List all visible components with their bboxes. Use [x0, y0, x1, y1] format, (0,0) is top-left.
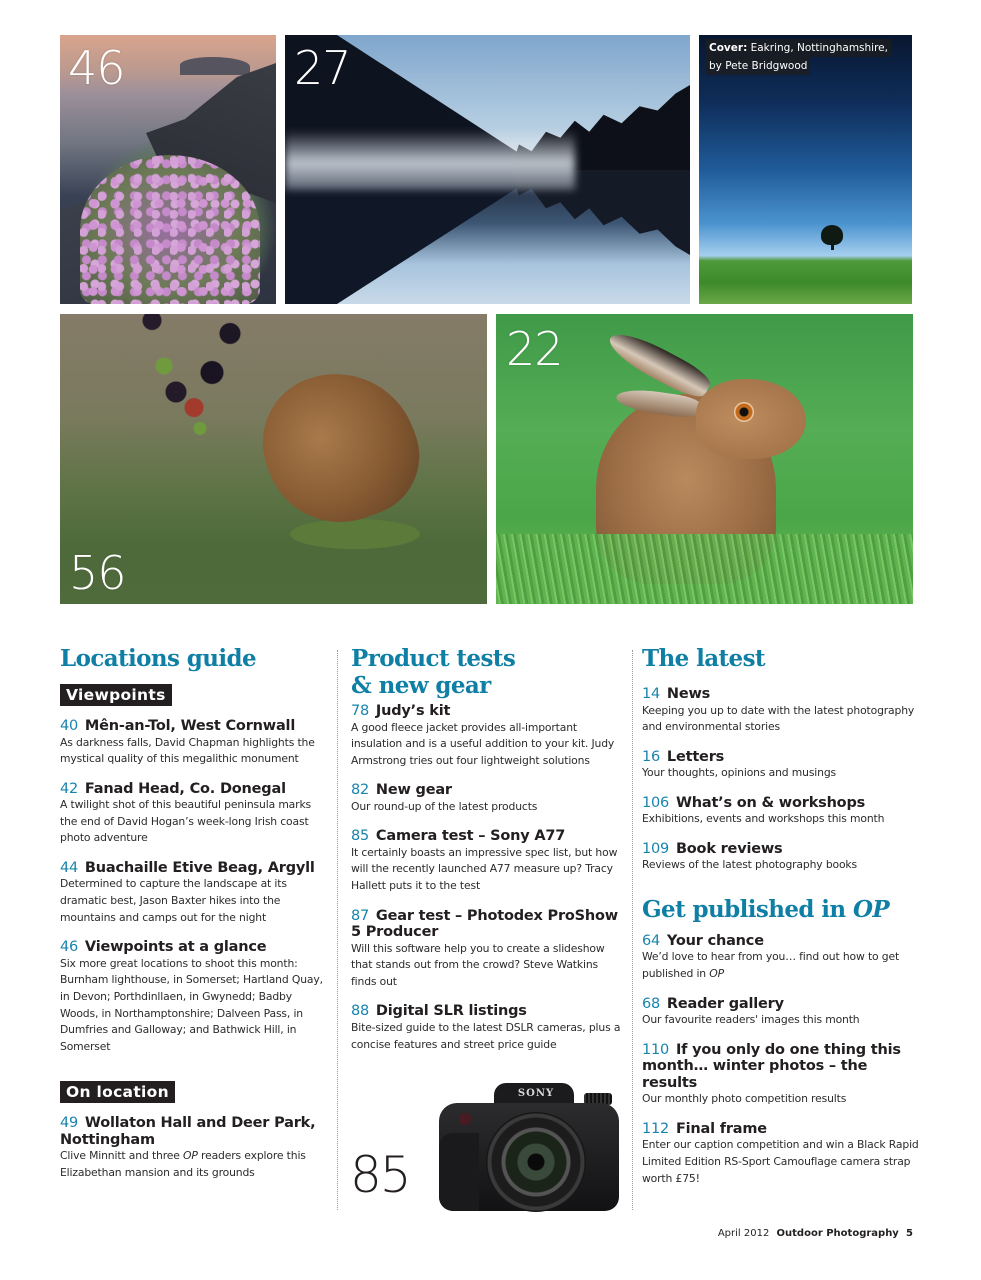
tag-on-location: On location — [60, 1081, 175, 1103]
entry-title: News — [666, 686, 711, 702]
tag-viewpoints: Viewpoints — [60, 684, 172, 706]
page-footer — [718, 1228, 913, 1239]
column-divider — [632, 650, 633, 1210]
section-title-product-tests — [351, 645, 626, 699]
toc-entry[interactable] — [351, 1003, 626, 1053]
entry-title: Your chance — [666, 932, 764, 949]
desc-text: readers explore this Elizabethan mansion and its grounds — [60, 1149, 306, 1179]
page-number: 64 — [642, 932, 661, 949]
photo-page-number: 56 — [69, 546, 126, 600]
title-line: & new gear — [351, 672, 491, 699]
locations-guide-column — [60, 645, 328, 1182]
photo-page-number: 46 — [68, 41, 125, 95]
page-number: 42 — [60, 780, 79, 797]
desc-text: Clive Minnitt and three — [60, 1149, 184, 1163]
photo-misty-lake[interactable] — [285, 35, 690, 304]
photo-coast-sea-pinks[interactable] — [60, 35, 276, 304]
toc-entry[interactable] — [642, 841, 920, 874]
entry-description: Your thoughts, opinions and musings — [642, 766, 837, 780]
entry-title: Reader gallery — [666, 995, 784, 1012]
entry-description: As darkness falls, David Chapman highlights the mystical quality of this megalithic monument — [60, 735, 315, 766]
entry-description — [642, 949, 920, 982]
sea-thrift-flowers — [80, 155, 260, 304]
entry-title: Digital SLR listings — [375, 1003, 527, 1020]
entry-description: Enter our caption competition and win a Black Rapid Limited Edition RS-Sport Camouflage camera strap worth £75! — [642, 1138, 919, 1185]
entry-description: A good fleece jacket provides all-important insulation and is a useful addition to your kit. Judy Armstrong tries out four lightweight solutions — [351, 720, 615, 767]
photo-water-vole[interactable] — [60, 314, 487, 604]
title-line: Product tests — [351, 645, 516, 672]
page-number: 109 — [642, 840, 670, 857]
camera-page-number: 85 — [350, 1146, 410, 1204]
camera-brand-logo: SONY — [517, 1088, 555, 1099]
sony-a77-camera-image[interactable] — [434, 1078, 629, 1213]
toc-entry[interactable] — [60, 781, 328, 847]
entry-description: Six more great locations to shoot this month: Burnham lighthouse, in Somerset; Hartland Quay, in Devon; Porthdinllaen, in Gwynedd; Badby Woods, in Northamptonshire; Dalveen Pass, in Dumfries and Galloway; and Bathwick Hill, in Somerset — [60, 956, 323, 1053]
toc-entry[interactable] — [351, 782, 626, 815]
entry-title: Wollaton Hall and Deer Park, Nottingham — [60, 1115, 316, 1148]
product-tests-column — [351, 645, 626, 1053]
camera-grip — [439, 1133, 479, 1211]
toc-entry[interactable] — [642, 933, 920, 983]
magazine-name: Outdoor Photography — [776, 1228, 899, 1239]
entry-title: Fanad Head, Co. Donegal — [84, 780, 286, 797]
toc-entry[interactable] — [642, 1042, 920, 1108]
cover-caption — [706, 39, 891, 75]
entry-description — [60, 1148, 328, 1181]
grass — [496, 534, 913, 604]
entry-title: Book reviews — [675, 840, 783, 857]
entry-description: Our monthly photo competition results — [642, 1092, 847, 1106]
tree-trunk — [831, 242, 834, 250]
page-number: 78 — [351, 703, 370, 719]
cover-label: Cover: — [709, 42, 748, 54]
hare-eye — [734, 402, 754, 422]
page-number: 82 — [351, 782, 370, 799]
water-vole — [244, 351, 436, 543]
desc-text: We’d love to hear from you… find out how to get published in — [642, 950, 900, 981]
entry-description: Exhibitions, events and workshops this month — [642, 812, 885, 826]
toc-entry[interactable] — [642, 795, 920, 828]
cover-location: Eakring, Nottinghamshire, — [750, 42, 888, 54]
toc-entry[interactable] — [351, 908, 626, 991]
page-number: 49 — [60, 1115, 79, 1132]
entry-description: Will this software help you to create a slideshow that stands out from the crowd? Steve Watkins finds out — [351, 941, 605, 988]
entry-title: Final frame — [675, 1120, 767, 1137]
entry-title: Viewpoints at a glance — [84, 939, 267, 956]
column-divider — [337, 650, 338, 1210]
blackberries — [140, 314, 260, 444]
camera-button — [459, 1113, 471, 1125]
toc-entry[interactable] — [642, 749, 920, 782]
page-number: 5 — [906, 1228, 913, 1239]
entry-title: Mên-an-Tol, West Cornwall — [84, 718, 296, 734]
mist — [285, 130, 575, 190]
toc-entry[interactable] — [60, 1115, 328, 1181]
entry-description: Our favourite readers' images this month — [642, 1013, 860, 1027]
entry-title: What’s on & workshops — [675, 794, 866, 811]
cover-caption-line-1 — [706, 39, 891, 57]
page-number: 46 — [60, 939, 79, 956]
photo-page-number: 27 — [294, 41, 351, 95]
entry-description: Determined to capture the landscape at its dramatic best, Jason Baxter hikes into the mountains and camps out for the night — [60, 877, 287, 924]
title-italic: OP — [852, 895, 890, 923]
page-number: 88 — [351, 1003, 370, 1020]
page-number: 85 — [351, 828, 370, 845]
the-latest-column — [642, 645, 920, 1187]
entry-description: Reviews of the latest photography books — [642, 858, 858, 872]
entry-description: Bite-sized guide to the latest DSLR cameras, plus a concise features and street price guide — [351, 1020, 621, 1051]
photo-page-number: 22 — [506, 322, 563, 376]
camera-lens — [486, 1112, 586, 1212]
distant-mountain — [180, 57, 250, 75]
page-number: 112 — [642, 1120, 670, 1137]
page-number: 68 — [642, 995, 661, 1012]
toc-entry[interactable] — [642, 996, 920, 1029]
toc-entry[interactable] — [642, 686, 920, 736]
entry-description: Our round-up of the latest products — [351, 799, 538, 813]
toc-entry[interactable] — [351, 828, 626, 894]
entry-title: Gear test – Photodex ProShow 5 Producer — [351, 907, 618, 941]
page-number: 16 — [642, 748, 661, 765]
entry-description: Keeping you up to date with the latest photography and environmental stories — [642, 703, 915, 734]
toc-entry[interactable] — [60, 860, 328, 926]
page-number: 40 — [60, 718, 79, 734]
entry-title: If you only do one thing this month… winter photos – the results — [642, 1041, 901, 1091]
page-number: 44 — [60, 859, 79, 876]
cover-caption-line-2: by Pete Bridgwood — [706, 57, 810, 75]
toc-entry[interactable] — [642, 1121, 920, 1187]
toc-entry[interactable] — [60, 718, 328, 768]
title-text: Get published in — [642, 895, 853, 923]
entry-title: Letters — [666, 748, 725, 765]
toc-entry[interactable] — [60, 939, 328, 1055]
entry-title: Buachaille Etive Beag, Argyll — [84, 859, 315, 876]
entry-title: New gear — [375, 782, 452, 799]
section-title-get-published — [642, 896, 920, 923]
desc-italic: OP — [183, 1149, 198, 1163]
mossy-rock — [290, 519, 420, 549]
entry-description: A twilight shot of this beautiful peninsula marks the end of David Hogan’s week-long Irish coast photo adventure — [60, 798, 312, 845]
entry-title: Camera test – Sony A77 — [375, 828, 566, 845]
page-number: 87 — [351, 907, 370, 924]
page-number: 106 — [642, 794, 670, 811]
section-title-locations-guide: Locations guide — [60, 645, 257, 672]
photo-hare[interactable] — [496, 314, 913, 604]
page-number: 110 — [642, 1041, 670, 1058]
toc-entry[interactable] — [351, 703, 626, 769]
photo-cover-lone-tree[interactable] — [699, 35, 912, 304]
page-number: 14 — [642, 686, 661, 702]
desc-italic: OP — [709, 967, 724, 981]
issue-date: April 2012 — [717, 1228, 770, 1239]
entry-title: Judy’s kit — [375, 703, 451, 719]
mountain-reflection — [285, 170, 545, 304]
section-title-the-latest: The latest — [642, 645, 765, 672]
entry-description: It certainly boasts an impressive spec list, but how will the recently launched A77 measure up? Tracy Hallett puts it to the test — [351, 845, 618, 893]
